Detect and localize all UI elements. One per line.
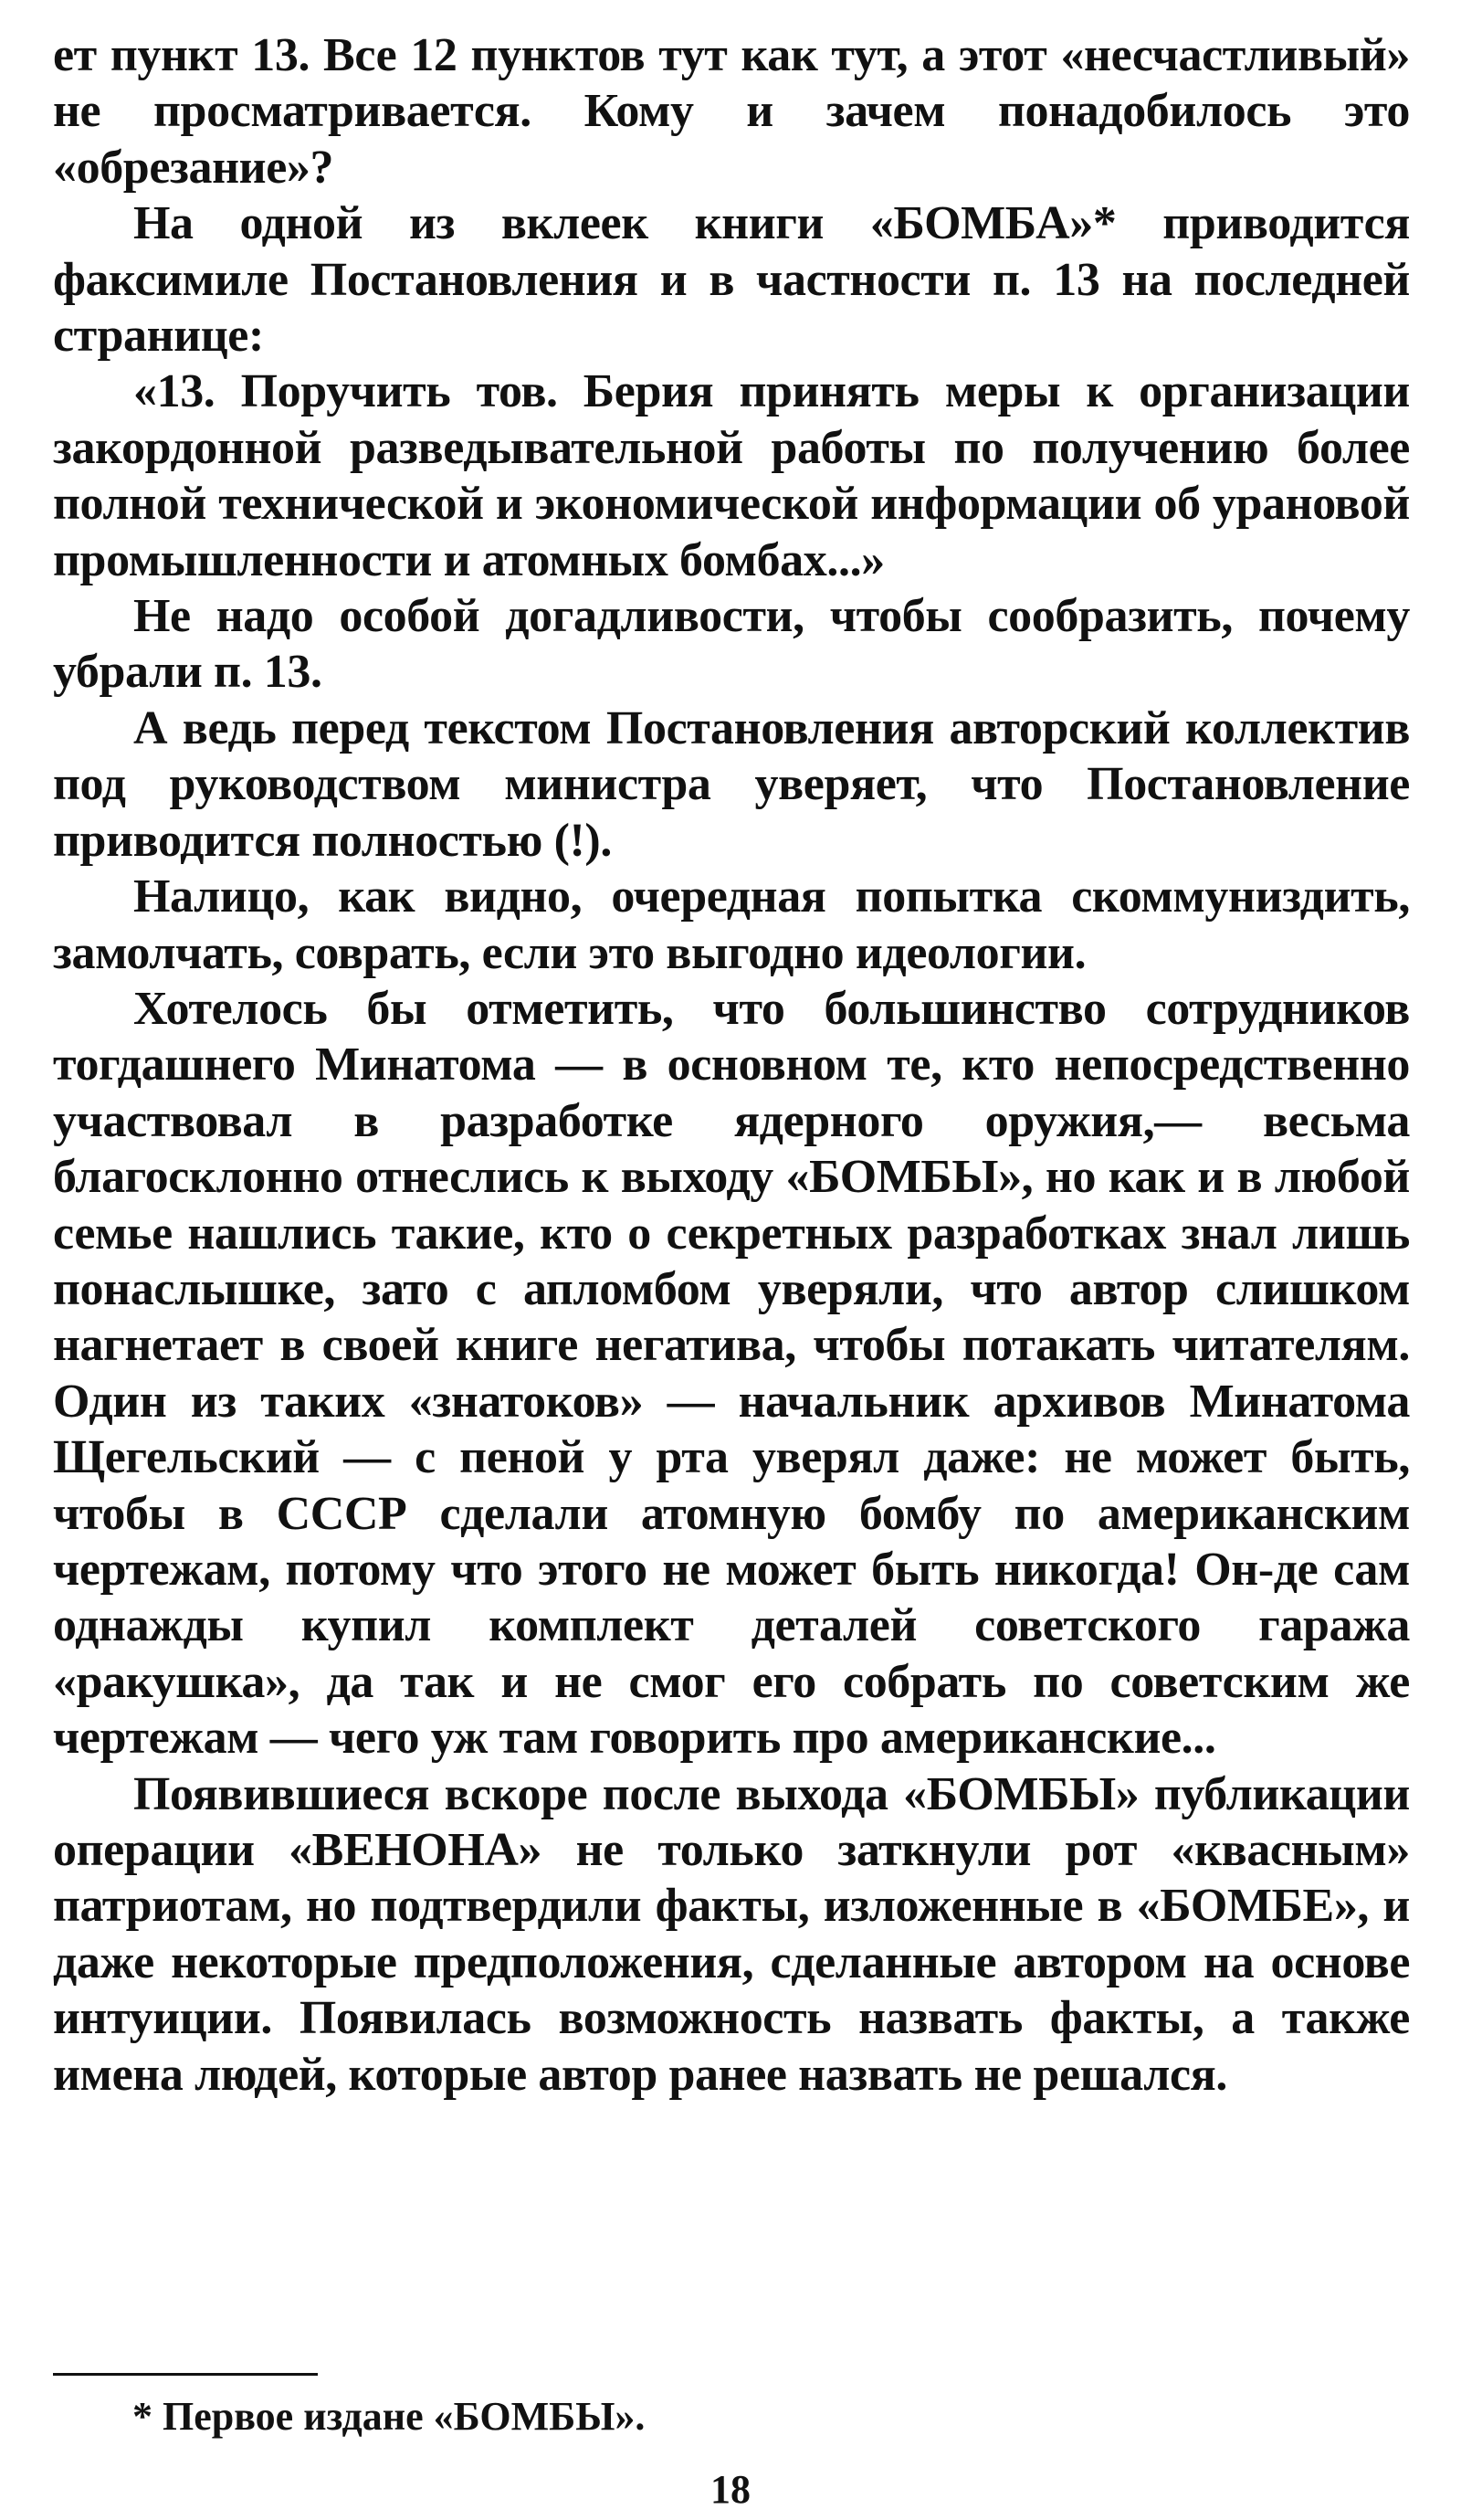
footnote-divider <box>53 2373 318 2376</box>
paragraph-5-end: . <box>600 814 612 867</box>
page-body <box>53 27 1410 2103</box>
paragraph-7 <box>53 981 1410 1766</box>
paragraph-5-text: А ведь перед текстом Постановления авторский коллектив под руководством министра уверяет, что Постановление приводится <box>53 701 1410 867</box>
paragraph-5 <box>53 701 1410 869</box>
footnote: * Первое издане «БОМБЫ». <box>132 2394 646 2439</box>
page-number: 18 <box>710 2467 751 2512</box>
paragraph-1: ет пункт 13. Все 12 пунктов тут как тут, а этот «несчастливый» не просматривается. Кому и зачем понадобилось это «обрезание»? <box>53 29 1410 194</box>
paragraph-2: На одной из вклеек книги «БОМБА»* приводится факсимиле Постановления и в частности п. 13 на последней странице: <box>53 197 1410 363</box>
paragraph-7-part-2: гаража «ракушка», да так и не смог его собрать по <box>53 1599 1410 1708</box>
paragraph-7-emphasis-2: советским <box>1109 1655 1330 1708</box>
paragraph-5-emphasis: полностью (!) <box>311 814 601 867</box>
paragraph-7-part-3: же чертежам — чего уж там говорить про американские... <box>53 1655 1410 1765</box>
paragraph-7-part-1: Хотелось бы отметить, что большинство сотрудников тогдашнего Минатома — в основном те, кто непосредственно участвовал в разработке ядерного оружия,— весьма благосклонно отнеслись к выходу «БОМБЫ», но как и в любой семье нашлись такие, кто о секретных разработках знал лишь понаслышке, зато с апломбом уверяли, что автор слишком нагнетает в своей книге негатива, чтобы потакать читателям. Один из таких «знатоков» — начальник архивов Минатома Щегельский — с пеной у рта уверял даже: не может быть, чтобы в СССР сделали атомную бомбу по американским чертежам, потому что этого не может быть никогда! Он-де сам однажды купил комплект деталей <box>53 982 1410 1652</box>
paragraph-6: Налицо, как видно, очередная попытка скоммуниздить, замолчать, соврать, если это выгодно идеологии. <box>53 870 1410 979</box>
paragraph-4: Не надо особой догадливости, чтобы сообразить, почему убрали п. 13. <box>53 590 1410 699</box>
paragraph-7-emphasis-1: советского <box>974 1599 1201 1652</box>
paragraph-8: Появившиеся вскоре после выхода «БОМБЫ» публикации операции «ВЕНОНА» не только заткнули рот «квасным» патриотам, но подтвердили факты, изложенные в «БОМБЕ», и даже некоторые предположения, сделанные автором на основе интуиции. Появилась возможность назвать факты, а также имена людей, которые автор ранее назвать не решался. <box>53 1767 1410 2101</box>
paragraph-3-quote: «13. Поручить тов. Берия принять меры к организации закордонной разведывательной работы по получению более полной технической и экономической информации об урановой промышленности и атомных бомбах...» <box>53 365 1410 586</box>
